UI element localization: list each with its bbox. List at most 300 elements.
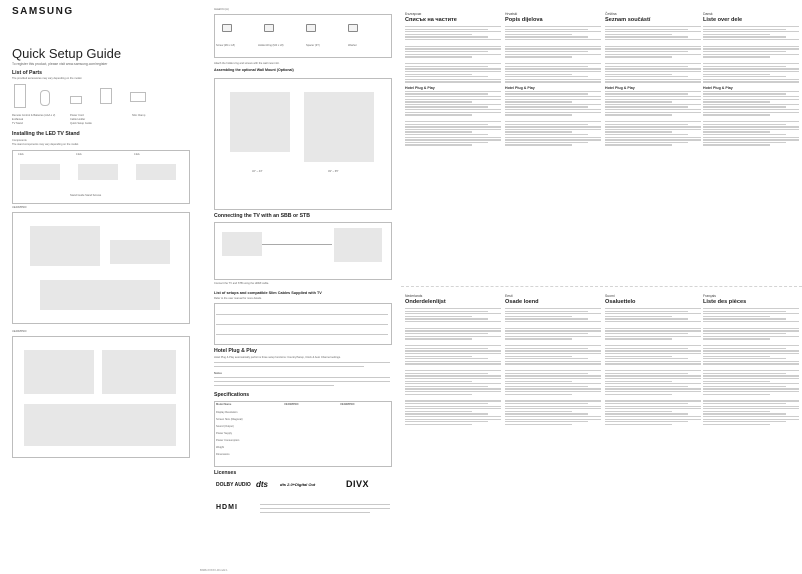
body-text-line xyxy=(405,316,472,317)
body-text-line xyxy=(405,318,488,319)
hotel-subtitle: Hotel Plug & Play xyxy=(703,85,733,90)
body-text-line xyxy=(703,104,799,105)
body-text-line xyxy=(703,126,799,127)
body-text-line xyxy=(405,381,472,382)
body-text-line xyxy=(505,56,572,57)
hotel-plug-play-note: Hotel Plug & Play automatically performs three setup functions: Country/Setup, Clock & Auto Channel settings. xyxy=(214,356,341,359)
remote-control-image xyxy=(14,84,26,108)
body-text-line xyxy=(505,424,572,425)
parts-note: The provided accessories may vary depending on the model. xyxy=(12,77,83,80)
body-text-line xyxy=(605,121,701,122)
install-kit-box xyxy=(214,14,392,58)
body-text-line xyxy=(605,370,701,371)
body-text-line xyxy=(605,403,688,404)
body-text-line xyxy=(505,66,588,67)
body-text-line xyxy=(505,411,572,412)
screw-count-3: 4 EA xyxy=(134,153,140,156)
body-text-line xyxy=(703,101,770,102)
body-text-line xyxy=(405,134,488,135)
lang-name: Nederlands xyxy=(405,294,423,298)
body-text-line xyxy=(703,63,799,64)
body-text-line xyxy=(505,328,601,329)
body-text-line xyxy=(405,361,501,362)
body-text-line xyxy=(605,316,672,317)
body-text-line xyxy=(703,48,799,49)
body-text-line xyxy=(605,330,701,331)
lang-column-et xyxy=(505,294,601,426)
body-text-line xyxy=(505,338,572,339)
body-text-line xyxy=(605,93,688,94)
body-text-line xyxy=(405,51,488,52)
lang-title: Liste over dele xyxy=(703,17,743,23)
body-text-line xyxy=(405,336,501,337)
model-range-a: UE43M5500 xyxy=(12,206,27,209)
body-text-line xyxy=(505,416,601,417)
body-text-line xyxy=(505,413,588,414)
body-text-line xyxy=(505,316,572,317)
part-item-5: Cable Holder xyxy=(70,118,86,121)
body-text-line xyxy=(405,386,488,387)
divx-logo: DIVX xyxy=(346,479,370,489)
body-text-line xyxy=(405,126,501,127)
license-text-3 xyxy=(260,512,370,513)
wall-mount-small-image xyxy=(230,92,290,152)
lang-column-fr xyxy=(703,294,799,426)
body-text-line xyxy=(605,79,701,80)
body-text-line xyxy=(505,76,588,77)
body-text-line xyxy=(505,348,588,349)
hotel-plug-play-title: Hotel Plug & Play xyxy=(214,348,257,354)
body-text-line xyxy=(405,358,488,359)
ext-table-rule-2 xyxy=(216,324,388,325)
holder-ring-image xyxy=(130,92,146,102)
body-text-line xyxy=(703,139,799,140)
dts-logo: dts xyxy=(256,480,268,489)
part-item-7: Quick Setup Guide xyxy=(70,122,92,125)
guide-subtitle: To register this product, please visit www.samsung.com/register xyxy=(12,62,108,66)
body-text-line xyxy=(405,68,501,69)
body-text-line xyxy=(505,34,572,35)
body-text-line xyxy=(605,56,672,57)
body-text-line xyxy=(405,388,501,389)
body-text-line xyxy=(605,101,672,102)
hotel-text-2 xyxy=(214,366,364,367)
body-text-line xyxy=(605,348,688,349)
body-text-line xyxy=(703,26,799,27)
body-text-line xyxy=(605,375,701,376)
body-text-line xyxy=(405,56,472,57)
body-text-line xyxy=(505,350,601,351)
part-item-1: Remote Control & Batteries (AAA x 2) xyxy=(12,114,56,117)
holder-ring-icon xyxy=(264,24,274,32)
body-text-line xyxy=(405,421,488,422)
body-text-line xyxy=(405,333,488,334)
lang-title: Seznam součástí xyxy=(605,17,651,23)
body-text-line xyxy=(703,29,786,30)
body-text-line xyxy=(605,66,688,67)
body-text-line xyxy=(605,381,672,382)
body-text-line xyxy=(703,311,786,312)
body-text-line xyxy=(505,144,572,145)
body-text-line xyxy=(405,39,501,40)
body-text-line xyxy=(405,129,501,130)
body-text-line xyxy=(405,76,488,77)
screw-size-1: Screw (M4 x L8) xyxy=(216,44,235,47)
cover-page xyxy=(0,0,200,574)
body-text-line xyxy=(505,421,588,422)
stand-left-image xyxy=(78,164,118,180)
stand-leg-image-a xyxy=(110,240,170,264)
body-text-line xyxy=(703,99,799,100)
samsung-logo: SAMSUNG xyxy=(12,6,74,17)
dolby-audio-logo: DOLBY AUDIO xyxy=(216,482,251,488)
power-cord-image xyxy=(40,90,50,106)
sbb-title: Connecting the TV with an SBB or STB xyxy=(214,213,310,219)
body-text-line xyxy=(703,46,799,47)
body-text-line xyxy=(605,394,672,395)
body-text-line xyxy=(703,66,786,67)
body-text-line xyxy=(703,411,770,412)
hotel-subtitle: Hotel Plug & Play xyxy=(505,85,535,90)
body-text-line xyxy=(505,74,572,75)
install-stand-heading: Installing the LED TV Stand xyxy=(12,131,80,137)
body-text-line xyxy=(405,63,501,64)
size-label-small: 32" ~ 43" xyxy=(252,170,263,173)
body-text-line xyxy=(703,96,799,97)
screw-icon xyxy=(222,24,232,32)
body-text-line xyxy=(505,336,601,337)
body-text-line xyxy=(505,330,601,331)
body-text-line xyxy=(405,74,472,75)
body-text-line xyxy=(505,126,601,127)
body-text-line xyxy=(405,424,472,425)
stand-guide-image xyxy=(20,164,60,180)
cable-holder-image xyxy=(100,88,112,104)
ext-table-rule-3 xyxy=(216,334,388,335)
body-text-line xyxy=(605,109,701,110)
body-text-line xyxy=(605,31,701,32)
notice-label: Notice xyxy=(214,372,222,375)
body-text-line xyxy=(405,79,501,80)
lang-column-da xyxy=(703,12,799,147)
body-text-line xyxy=(405,54,501,55)
screw-count-2: 4 EA xyxy=(76,153,82,156)
body-text-line xyxy=(405,142,488,143)
body-text-line xyxy=(405,416,501,417)
body-text-line xyxy=(703,348,786,349)
middle-page xyxy=(200,0,401,574)
body-text-line xyxy=(703,308,799,309)
body-text-line xyxy=(605,318,688,319)
body-text-line xyxy=(605,413,688,414)
body-text-line xyxy=(703,124,786,125)
body-text-line xyxy=(703,31,799,32)
hdmi-logo: HDMI xyxy=(216,504,238,511)
size-label-large: 49" ~ 65" xyxy=(328,170,339,173)
body-text-line xyxy=(703,71,799,72)
body-text-line xyxy=(703,403,786,404)
body-text-line xyxy=(505,353,601,354)
body-text-line xyxy=(505,71,601,72)
body-text-line xyxy=(405,137,501,138)
body-text-line xyxy=(505,356,572,357)
spec-row-1: Display Resolution xyxy=(216,411,238,414)
ext-table-rule-1 xyxy=(216,314,388,315)
body-text-line xyxy=(703,51,786,52)
body-text-line xyxy=(505,109,601,110)
lang-title: Osaluettelo xyxy=(605,299,636,305)
body-text-line xyxy=(703,421,786,422)
body-text-line xyxy=(703,424,770,425)
body-text-line xyxy=(505,114,572,115)
body-text-line xyxy=(505,311,588,312)
body-text-line xyxy=(703,358,786,359)
licenses-title: Licenses xyxy=(214,470,237,476)
body-text-line xyxy=(505,121,601,122)
lang-name: Čeština xyxy=(605,12,617,16)
body-text-line xyxy=(505,363,601,364)
body-text-line xyxy=(703,383,799,384)
body-text-line xyxy=(703,134,786,135)
guide-title: Quick Setup Guide xyxy=(12,46,122,61)
spec-row-3: Sound (Output) xyxy=(216,425,234,428)
body-text-line xyxy=(405,81,501,82)
body-text-line xyxy=(703,375,799,376)
body-text-line xyxy=(605,388,701,389)
notice-text-1 xyxy=(214,377,390,378)
body-text-line xyxy=(703,381,770,382)
body-text-line xyxy=(605,54,701,55)
body-text-line xyxy=(605,345,701,346)
body-text-line xyxy=(605,91,701,92)
wall-mount-title: Assembling the optional Wall Mount (Optional) xyxy=(214,68,294,72)
body-text-line xyxy=(405,383,501,384)
body-text-line xyxy=(605,378,701,379)
body-text-line xyxy=(605,26,701,27)
body-text-line xyxy=(703,313,799,314)
body-text-line xyxy=(703,386,786,387)
body-text-line xyxy=(505,386,588,387)
body-text-line xyxy=(605,71,701,72)
body-text-line xyxy=(605,81,701,82)
body-text-line xyxy=(505,375,601,376)
body-text-line xyxy=(605,353,701,354)
body-text-line xyxy=(405,353,501,354)
body-text-line xyxy=(505,112,601,113)
body-text-line xyxy=(505,48,601,49)
print-footer: BN68-XXXXX-00.indd 1 xyxy=(200,569,228,572)
body-text-line xyxy=(605,421,688,422)
body-text-line xyxy=(703,81,799,82)
body-text-line xyxy=(405,112,501,113)
spec-header-b: UE49M5500 xyxy=(340,403,355,406)
body-text-line xyxy=(703,413,786,414)
lang-name: Dansk xyxy=(703,12,713,16)
body-text-line xyxy=(405,106,488,107)
body-text-line xyxy=(605,373,688,374)
stand-leg-image-b xyxy=(102,350,176,394)
body-text-line xyxy=(703,68,799,69)
lang-name: Hrvatski xyxy=(505,12,518,16)
body-text-line xyxy=(505,391,601,392)
components-note: The stand components may vary depending on the model. xyxy=(12,143,79,146)
body-text-line xyxy=(505,96,601,97)
body-text-line xyxy=(405,34,472,35)
body-text-line xyxy=(605,424,672,425)
body-text-line xyxy=(703,321,799,322)
list-of-parts-heading: List of Parts xyxy=(12,70,42,76)
body-text-line xyxy=(405,101,472,102)
tv-panel-image-a xyxy=(30,226,100,266)
body-text-line xyxy=(703,338,770,339)
body-text-line xyxy=(703,406,799,407)
row-fold xyxy=(401,286,802,287)
slim-clamp-image xyxy=(70,96,82,104)
lang-column-fi xyxy=(605,294,701,426)
body-text-line xyxy=(405,96,501,97)
body-text-line xyxy=(405,413,488,414)
body-text-line xyxy=(405,131,472,132)
body-text-line xyxy=(703,109,799,110)
body-text-line xyxy=(605,106,688,107)
body-text-line xyxy=(405,31,501,32)
tv-rear-image xyxy=(334,228,382,262)
body-text-line xyxy=(505,394,572,395)
body-text-line xyxy=(605,350,701,351)
body-text-line xyxy=(703,333,786,334)
washer-icon xyxy=(348,24,358,32)
body-text-line xyxy=(703,394,770,395)
spec-header-a: UE43M5500 xyxy=(284,403,299,406)
body-text-line xyxy=(405,26,501,27)
body-text-line xyxy=(605,313,701,314)
body-text-line xyxy=(505,91,601,92)
body-text-line xyxy=(605,321,701,322)
body-text-line xyxy=(405,411,472,412)
body-text-line xyxy=(703,144,770,145)
body-text-line xyxy=(405,29,488,30)
lang-title: Списък на частите xyxy=(405,17,457,23)
body-text-line xyxy=(505,29,588,30)
body-text-line xyxy=(505,403,588,404)
screw-size-4: Washer xyxy=(348,44,357,47)
body-text-line xyxy=(505,79,601,80)
body-text-line xyxy=(703,400,799,401)
body-text-line xyxy=(405,91,501,92)
body-text-line xyxy=(605,63,701,64)
lang-title: Popis dijelova xyxy=(505,17,543,23)
body-text-line xyxy=(703,345,799,346)
body-text-line xyxy=(405,370,501,371)
body-text-line xyxy=(703,93,786,94)
lang-title: Onderdelenlijst xyxy=(405,299,446,305)
body-text-line xyxy=(405,375,501,376)
body-text-line xyxy=(405,66,488,67)
body-text-line xyxy=(505,406,601,407)
body-text-line xyxy=(703,373,786,374)
body-text-line xyxy=(405,330,501,331)
body-text-line xyxy=(605,363,701,364)
body-text-line xyxy=(405,345,501,346)
body-text-line xyxy=(505,383,601,384)
body-text-line xyxy=(505,106,588,107)
body-text-line xyxy=(405,308,501,309)
body-text-line xyxy=(505,308,601,309)
part-item-2: Power Cord xyxy=(70,114,84,117)
body-text-line xyxy=(703,74,770,75)
body-text-line xyxy=(405,373,488,374)
lang-name: Français xyxy=(703,294,717,298)
body-text-line xyxy=(703,34,770,35)
body-text-line xyxy=(505,313,601,314)
body-text-line xyxy=(405,144,472,145)
lang-title: Osade loend xyxy=(505,299,539,305)
body-text-line xyxy=(703,370,799,371)
lang-column-hr xyxy=(505,12,601,147)
body-text-line xyxy=(703,378,799,379)
body-text-line xyxy=(605,383,701,384)
hdmi-cable-line xyxy=(262,244,332,245)
stand-base-image-b xyxy=(24,404,176,446)
body-text-line xyxy=(703,353,799,354)
license-text-2 xyxy=(260,508,390,509)
body-text-line xyxy=(703,79,799,80)
body-text-line xyxy=(703,363,799,364)
body-text-line xyxy=(605,134,688,135)
part-item-4: E-Manual xyxy=(12,118,24,121)
screw-count-1: 4 EA xyxy=(18,153,24,156)
body-text-line xyxy=(703,106,786,107)
body-text-line xyxy=(605,76,688,77)
stand-right-image xyxy=(136,164,176,180)
tv-panel-image-b xyxy=(24,350,94,394)
body-text-line xyxy=(605,416,701,417)
body-text-line xyxy=(605,358,688,359)
hotel-subtitle: Hotel Plug & Play xyxy=(605,85,635,90)
body-text-line xyxy=(605,356,672,357)
body-text-line xyxy=(605,36,688,37)
body-text-line xyxy=(505,131,572,132)
body-text-line xyxy=(703,54,799,55)
body-text-line xyxy=(703,391,799,392)
body-text-line xyxy=(405,46,501,47)
body-text-line xyxy=(505,137,601,138)
lang-column-nl xyxy=(405,294,501,426)
body-text-line xyxy=(405,121,501,122)
body-text-line xyxy=(405,71,501,72)
body-text-line xyxy=(405,400,501,401)
wall-mount-note: Attach the holder-ring and screws with the wall mount kit. xyxy=(214,62,280,65)
body-text-line xyxy=(505,361,601,362)
body-text-line xyxy=(605,328,701,329)
body-text-line xyxy=(703,142,786,143)
specs-title: Specifications xyxy=(214,392,250,398)
body-text-line xyxy=(405,48,501,49)
wall-mount-large-image xyxy=(304,92,374,162)
notice-text-2 xyxy=(214,381,390,382)
stand-screw-label: Stand Guide Stand Screws xyxy=(70,194,102,197)
spacer-icon xyxy=(306,24,316,32)
body-text-line xyxy=(605,361,701,362)
body-text-line xyxy=(505,142,588,143)
body-text-line xyxy=(505,99,601,100)
body-text-line xyxy=(505,51,588,52)
body-text-line xyxy=(405,313,501,314)
body-text-line xyxy=(405,350,501,351)
body-text-line xyxy=(605,308,701,309)
body-text-line xyxy=(505,26,601,27)
body-text-line xyxy=(703,39,799,40)
